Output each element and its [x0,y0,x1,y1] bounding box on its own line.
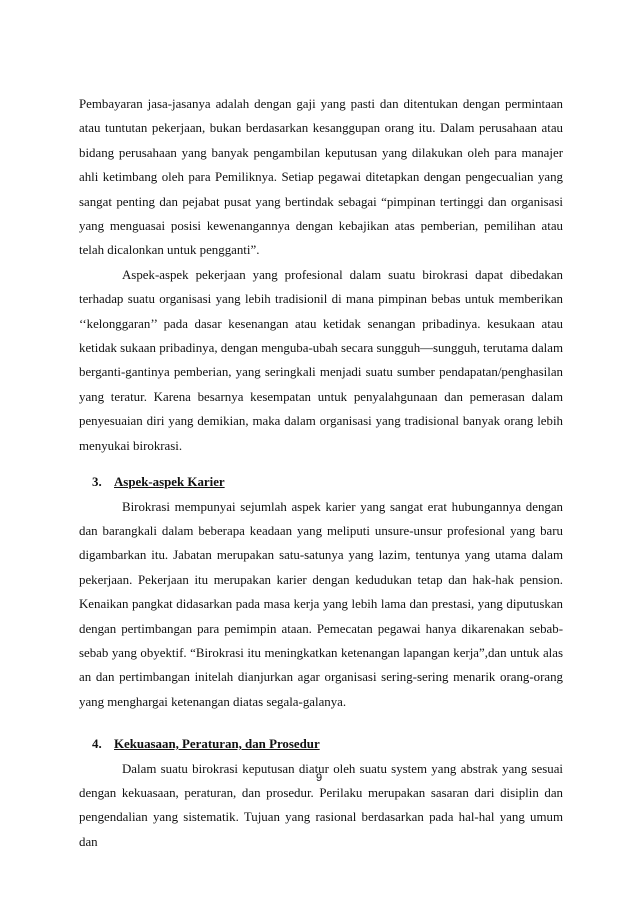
paragraph-payment: Pembayaran jasa-jasanya adalah dengan gaji yang pasti dan ditentukan dengan permintaan atau tuntutan pekerjaan, bukan berdasarkan kesanggupan orang itu. Dalam perusahaan atau bidang perusahaan yang banyak pengambilan keputusan yang dilakukan oleh para manajer ahli ketimbang oleh para Pemiliknya. Setiap pegawai ditetapkan dengan pengecualian yang sangat penting dan pejabat pusat yang bertindak sebagai “pimpinan tertinggi dan organisasi yang menguasai posisi kewenangannya dengan kebajikan atas pemberian, pemilihan atau telah dicalonkan untuk pengganti”. [79,97,563,258]
paragraph-authority: Dalam suatu birokrasi keputusan diatur oleh suatu system yang abstrak yang sesuai dengan kekuasaan, peraturan, dan prosedur. Perilaku merupakan sasaran dari disiplin dan pengendalian yang sistematik. Tujuan yang rasional berdasarkan pada hal-hal yang umum dan [79,761,563,849]
paragraph-career: Birokrasi mempunyai sejumlah aspek karier yang sangat erat hubungannya dengan dan barangkali dalam beberapa keadaan yang meliputi unsure-unsur profesional yang baru digambarkan itu. Jabatan merupakan satu-satunya yang lazim, tentunya yang utama dalam pekerjaan. Pekerjaan itu merupakan karier dengan kedudukan tetap dan hak-hak pension. Kenaikan pangkat didasarkan pada masa kerja yang lebih lama dan prestasi, yang diputuskan dengan pertimbangan para pemimpin ataan. Pemecatan pegawai hanya dikarenakan sebab-sebab yang obyektif. “Birokrasi itu meningkatkan ketenangan lapangan kerja”,dan untuk alas an dan pertimbangan initelah dianjurkan agar organisasi sering-sering menarik orang-orang yang menghargai ketenangan diatas segala-galanya. [79,499,563,709]
section-number: 3. [92,475,102,490]
section-title: Aspek-aspek Karier [114,475,225,490]
section-title: Kekuasaan, Peraturan, dan Prosedur [114,737,320,752]
section-heading-authority [92,732,563,756]
page-body [79,92,563,854]
paragraph-professional-aspects: Aspek-aspek pekerjaan yang profesional dalam suatu birokrasi dapat dibedakan terhadap suatu organisasi yang lebih tradisionil di mana pimpinan bebas untuk memberikan ‘‘kelonggaran’’ pada dasar kesenangan atau ketidak senangan pribadinya. kesukaan atau ketidak sukaan pribadinya, dengan menguba-ubah secara sungguh—sungguh, terutama dalam berganti-gantinya pemberian, yang seringkali menjadi suatu sumber pendapatan/penghasilan yang teratur. Karena besarnya kesempatan untuk penyalahgunaan dan pemerasan dalam penyesuaian diri yang demikian, maka dalam organisasi yang tradisional banyak orang lebih menyukai birokrasi. [79,267,563,453]
section-number: 4. [92,737,102,752]
page-number: 9 [315,772,323,784]
section-heading-career [92,470,563,494]
